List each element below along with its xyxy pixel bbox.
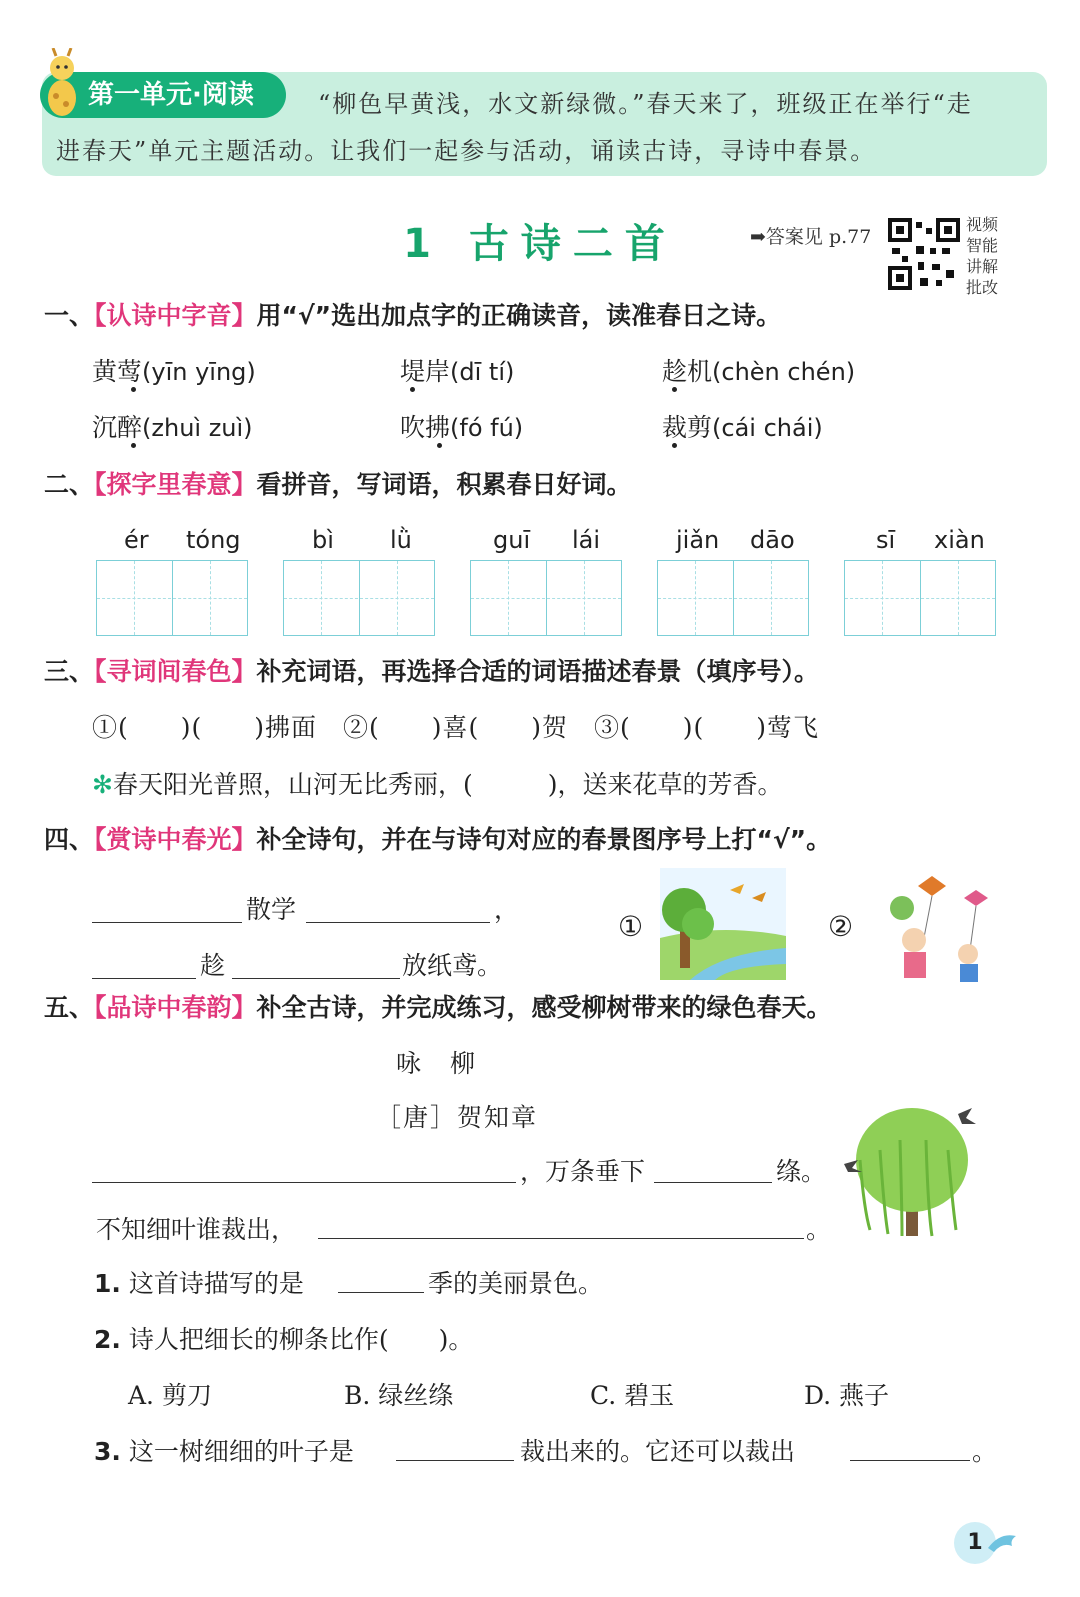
question-2: 2. 诗人把细长的柳条比作( )。: [94, 1325, 474, 1354]
poem-author: ［唐］贺知章: [376, 1103, 539, 1132]
dolphin-icon: [986, 1528, 1022, 1558]
pinyin-label: bì: [312, 526, 334, 554]
reading-item: 裁剪(cái chái): [662, 413, 823, 442]
section-2-heading: 二、【探字里春意】看拼音，写词语，积累春日好词。: [44, 470, 632, 499]
emphasis-dot: [672, 443, 677, 448]
section-instruction: 用“√”选出加点字的正确读音，读准春日之诗。: [256, 301, 782, 330]
question-3: 3. 这一树细细的叶子是: [94, 1437, 354, 1466]
pinyin-options[interactable]: (chèn chén): [712, 358, 856, 386]
answer-reference[interactable]: ➡答案见 p.77: [750, 226, 872, 248]
giraffe-icon: [44, 48, 80, 118]
punctuation: 。: [806, 1215, 832, 1244]
poem-line: ，万条垂下: [520, 1157, 646, 1186]
poem-word: 放纸鸢。: [402, 951, 503, 980]
writing-grid[interactable]: [657, 560, 809, 636]
reading-item: 黄莺(yīn yīng): [92, 357, 256, 386]
lesson-title: 1 古诗二首: [403, 221, 677, 267]
qr-code-icon[interactable]: [888, 218, 960, 290]
option-c[interactable]: C. 碧玉: [590, 1381, 675, 1410]
page-number: 1: [954, 1522, 996, 1564]
answer-blank[interactable]: [318, 1238, 804, 1239]
emphasis-dot: [672, 387, 677, 392]
answer-blank[interactable]: [654, 1182, 772, 1183]
pinyin-label: guī: [493, 526, 531, 554]
writing-grid[interactable]: [470, 560, 622, 636]
option-d[interactable]: D. 燕子: [804, 1381, 890, 1410]
writing-grid[interactable]: [283, 560, 435, 636]
banner-line-2: 进春天”单元主题活动。让我们一起参与活动，诵读古诗，寻诗中春景。: [56, 137, 877, 165]
pinyin-label: lǜ: [390, 526, 412, 554]
section-1-heading: [44, 296, 781, 332]
emphasis-dot: [410, 387, 415, 392]
pinyin-options[interactable]: (cái chái): [712, 414, 823, 442]
poem-line: 绦。: [776, 1157, 827, 1186]
poem-word: 趁: [200, 951, 226, 980]
star-icon: ✻: [92, 770, 113, 799]
reading-item: 堤岸(dī tí): [400, 357, 515, 386]
reading-item: 趁机(chèn chén): [662, 357, 856, 386]
question-1: 1. 这首诗描写的是: [94, 1269, 304, 1298]
punctuation: 。: [972, 1437, 998, 1466]
option-b[interactable]: B. 绿丝绦: [344, 1381, 454, 1410]
answer-blank[interactable]: [92, 922, 242, 923]
emphasis-dot: [437, 443, 442, 448]
section-number: 一、: [44, 301, 95, 330]
picture-number-1[interactable]: ①: [618, 910, 644, 943]
question-text: 季的美丽景色。: [428, 1269, 604, 1298]
willow-tree-illustration: [840, 1100, 990, 1240]
punctuation: ，: [494, 895, 520, 924]
section-5-heading: 五、【品诗中春韵】补全古诗，并完成练习，感受柳树带来的绿色春天。: [44, 993, 832, 1022]
pinyin-label: lái: [572, 526, 601, 554]
section-tag: 【认诗中字音】: [94, 301, 257, 330]
kite-flying-children-illustration: [872, 868, 1012, 984]
poem-title: 咏 柳: [396, 1049, 478, 1078]
fill-in-words[interactable]: ①( )( )拂面 ②( )喜( )贺 ③( )( )莺飞: [92, 713, 820, 742]
reading-item: 吹拂(fó fú): [400, 413, 524, 442]
answer-blank[interactable]: [92, 1182, 516, 1183]
option-a[interactable]: A. 剪刀: [128, 1381, 212, 1410]
answer-blank[interactable]: [92, 978, 196, 979]
pinyin-label: dāo: [750, 526, 795, 554]
pinyin-label: jiǎn: [676, 526, 720, 554]
writing-grid[interactable]: [96, 560, 248, 636]
unit-tag: 第一单元·阅读: [40, 72, 286, 118]
pinyin-label: sī: [876, 526, 896, 554]
answer-blank[interactable]: [338, 1292, 424, 1293]
picture-number-2[interactable]: ②: [828, 910, 854, 943]
pinyin-options[interactable]: (fó fú): [450, 414, 524, 442]
pinyin-label: tóng: [186, 526, 241, 554]
spring-riverbank-illustration: [660, 868, 786, 980]
emphasis-dot: [131, 387, 136, 392]
pinyin-options[interactable]: (dī tí): [450, 358, 515, 386]
answer-blank[interactable]: [850, 1460, 970, 1461]
reading-item: 沉醉(zhuì zuì): [92, 413, 253, 442]
writing-grid[interactable]: [844, 560, 996, 636]
answer-blank[interactable]: [306, 922, 490, 923]
poem-word: 散学: [246, 895, 297, 924]
pinyin-options[interactable]: (yīn yīng): [142, 358, 256, 386]
pinyin-label: xiàn: [934, 526, 985, 554]
answer-blank[interactable]: [232, 978, 400, 979]
emphasis-dot: [131, 443, 136, 448]
question-text: 裁出来的。它还可以裁出: [520, 1437, 796, 1466]
pinyin-options[interactable]: (zhuì zuì): [142, 414, 253, 442]
answer-blank[interactable]: [396, 1460, 514, 1461]
banner-line-1: “柳色早黄浅，水文新绿微。”春天来了，班级正在举行“走: [318, 90, 973, 118]
section-3-heading: 三、【寻词间春色】补充词语，再选择合适的词语描述春景（填序号）。: [44, 657, 820, 686]
section-4-heading: 四、【赏诗中春光】补全诗句，并在与诗句对应的春景图序号上打“√”。: [44, 825, 832, 854]
pinyin-label: ér: [124, 526, 149, 554]
qr-label: 视频智能讲解批改: [966, 215, 999, 297]
fill-in-sentence[interactable]: ✻春天阳光普照，山河无比秀丽，( )，送来花草的芳香。: [92, 770, 783, 799]
poem-line: 不知细叶谁裁出，: [96, 1215, 297, 1244]
